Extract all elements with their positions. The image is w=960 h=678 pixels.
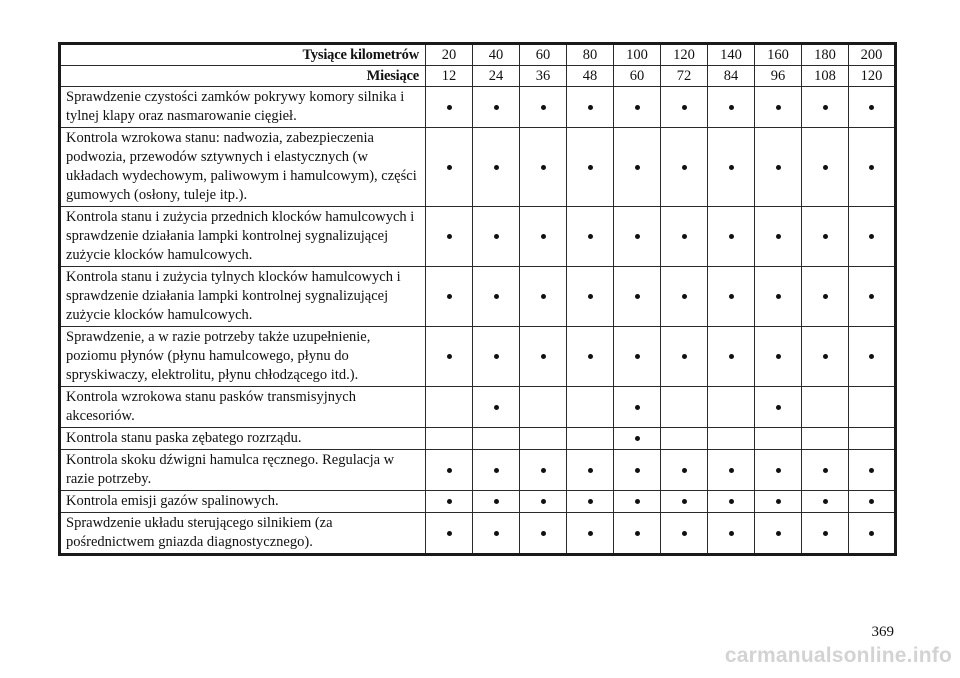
check-dot-icon — [869, 165, 874, 170]
maintenance-task-text: Kontrola stanu paska zębatego rozrządu. — [60, 428, 426, 450]
interval-cell — [802, 327, 849, 387]
page-number: 369 — [871, 624, 894, 640]
interval-cell — [473, 207, 520, 267]
check-dot-icon — [682, 499, 687, 504]
interval-cell — [567, 128, 614, 207]
interval-cell — [849, 450, 896, 491]
interval-cell — [802, 428, 849, 450]
interval-cell — [661, 207, 708, 267]
maintenance-row — [60, 267, 896, 327]
check-dot-icon — [823, 499, 828, 504]
month-value: 72 — [661, 66, 708, 87]
interval-cell — [520, 87, 567, 128]
interval-cell — [473, 491, 520, 513]
check-dot-icon — [541, 499, 546, 504]
check-dot-icon — [447, 105, 452, 110]
check-dot-icon — [635, 234, 640, 239]
check-dot-icon — [776, 234, 781, 239]
month-value: 36 — [520, 66, 567, 87]
interval-cell — [426, 428, 473, 450]
interval-cell — [473, 513, 520, 555]
interval-cell — [755, 128, 802, 207]
maintenance-task-text: Kontrola stanu i zużycia tylnych klocków hamulcowych i sprawdzenie działania lampki kontrolnej sygnalizującej zużycie klocków hamulcowych. — [60, 267, 426, 327]
check-dot-icon — [869, 354, 874, 359]
interval-cell — [520, 267, 567, 327]
interval-cell — [567, 491, 614, 513]
interval-cell — [520, 327, 567, 387]
interval-cell — [614, 327, 661, 387]
maintenance-task-text: Kontrola wzrokowa stanu pasków transmisyjnych akcesoriów. — [60, 387, 426, 428]
maintenance-row — [60, 327, 896, 387]
interval-cell — [661, 267, 708, 327]
interval-cell — [426, 267, 473, 327]
interval-cell — [755, 207, 802, 267]
check-dot-icon — [494, 294, 499, 299]
interval-cell — [661, 128, 708, 207]
interval-cell — [802, 491, 849, 513]
check-dot-icon — [729, 531, 734, 536]
km-value: 40 — [473, 44, 520, 66]
km-value: 60 — [520, 44, 567, 66]
interval-cell — [708, 207, 755, 267]
check-dot-icon — [776, 531, 781, 536]
check-dot-icon — [447, 165, 452, 170]
km-header-label: Tysiące kilometrów — [60, 44, 426, 66]
check-dot-icon — [635, 294, 640, 299]
check-dot-icon — [682, 234, 687, 239]
interval-cell — [567, 327, 614, 387]
interval-cell — [755, 327, 802, 387]
month-value: 108 — [802, 66, 849, 87]
check-dot-icon — [776, 354, 781, 359]
check-dot-icon — [869, 499, 874, 504]
interval-cell — [755, 450, 802, 491]
interval-cell — [426, 128, 473, 207]
check-dot-icon — [823, 165, 828, 170]
maintenance-row — [60, 513, 896, 555]
km-value: 120 — [661, 44, 708, 66]
maintenance-task-text: Sprawdzenie, a w razie potrzeby także uzupełnienie, poziomu płynów (płynu hamulcowego, płynu do spryskiwaczy, elektrolitu, płynu chłodzącego itd.). — [60, 327, 426, 387]
interval-cell — [614, 128, 661, 207]
check-dot-icon — [823, 468, 828, 473]
maintenance-task-text: Sprawdzenie czystości zamków pokrywy komory silnika i tylnej klapy oraz nasmarowanie cięgieł. — [60, 87, 426, 128]
interval-cell — [708, 428, 755, 450]
check-dot-icon — [869, 105, 874, 110]
interval-cell — [661, 450, 708, 491]
interval-cell — [567, 428, 614, 450]
maintenance-task-text: Kontrola emisji gazów spalinowych. — [60, 491, 426, 513]
interval-cell — [755, 491, 802, 513]
interval-cell — [849, 428, 896, 450]
maintenance-schedule-table — [58, 42, 897, 556]
check-dot-icon — [541, 294, 546, 299]
check-dot-icon — [869, 531, 874, 536]
interval-cell — [567, 87, 614, 128]
check-dot-icon — [588, 468, 593, 473]
km-value: 100 — [614, 44, 661, 66]
month-value: 12 — [426, 66, 473, 87]
interval-cell — [567, 387, 614, 428]
interval-cell — [473, 87, 520, 128]
interval-cell — [614, 387, 661, 428]
maintenance-row — [60, 207, 896, 267]
check-dot-icon — [682, 165, 687, 170]
interval-cell — [614, 513, 661, 555]
interval-cell — [849, 267, 896, 327]
check-dot-icon — [823, 105, 828, 110]
site-watermark: carmanualsonline.info — [724, 644, 952, 667]
interval-cell — [849, 387, 896, 428]
check-dot-icon — [823, 294, 828, 299]
header-row-months — [60, 66, 896, 87]
interval-cell — [755, 87, 802, 128]
check-dot-icon — [447, 354, 452, 359]
check-dot-icon — [635, 105, 640, 110]
interval-cell — [849, 207, 896, 267]
check-dot-icon — [635, 468, 640, 473]
interval-cell — [661, 491, 708, 513]
check-dot-icon — [541, 354, 546, 359]
interval-cell — [802, 267, 849, 327]
check-dot-icon — [635, 405, 640, 410]
check-dot-icon — [494, 499, 499, 504]
check-dot-icon — [682, 105, 687, 110]
check-dot-icon — [494, 165, 499, 170]
month-value: 96 — [755, 66, 802, 87]
km-value: 140 — [708, 44, 755, 66]
check-dot-icon — [494, 234, 499, 239]
interval-cell — [614, 491, 661, 513]
check-dot-icon — [682, 294, 687, 299]
interval-cell — [426, 387, 473, 428]
km-value: 160 — [755, 44, 802, 66]
interval-cell — [849, 87, 896, 128]
month-value: 120 — [849, 66, 896, 87]
check-dot-icon — [541, 234, 546, 239]
interval-cell — [755, 513, 802, 555]
maintenance-row — [60, 491, 896, 513]
interval-cell — [708, 491, 755, 513]
interval-cell — [755, 267, 802, 327]
month-value: 24 — [473, 66, 520, 87]
interval-cell — [473, 387, 520, 428]
check-dot-icon — [588, 165, 593, 170]
check-dot-icon — [494, 468, 499, 473]
interval-cell — [661, 327, 708, 387]
header-row-km — [60, 44, 896, 66]
maintenance-row — [60, 387, 896, 428]
check-dot-icon — [447, 234, 452, 239]
interval-cell — [708, 87, 755, 128]
interval-cell — [802, 128, 849, 207]
interval-cell — [473, 128, 520, 207]
check-dot-icon — [869, 294, 874, 299]
check-dot-icon — [823, 354, 828, 359]
check-dot-icon — [447, 468, 452, 473]
check-dot-icon — [635, 165, 640, 170]
interval-cell — [802, 207, 849, 267]
month-header-label: Miesiące — [60, 66, 426, 87]
interval-cell — [567, 513, 614, 555]
maintenance-task-text: Kontrola skoku dźwigni hamulca ręcznego. Regulacja w razie potrzeby. — [60, 450, 426, 491]
check-dot-icon — [494, 405, 499, 410]
interval-cell — [426, 513, 473, 555]
interval-cell — [473, 267, 520, 327]
check-dot-icon — [494, 105, 499, 110]
interval-cell — [614, 267, 661, 327]
check-dot-icon — [776, 405, 781, 410]
interval-cell — [426, 491, 473, 513]
maintenance-task-text: Kontrola stanu i zużycia przednich klocków hamulcowych i sprawdzenie działania lampki kontrolnej sygnalizującej zużycie klocków hamulcowych. — [60, 207, 426, 267]
check-dot-icon — [776, 105, 781, 110]
maintenance-row — [60, 428, 896, 450]
check-dot-icon — [588, 234, 593, 239]
interval-cell — [520, 387, 567, 428]
km-value: 180 — [802, 44, 849, 66]
check-dot-icon — [776, 165, 781, 170]
interval-cell — [614, 428, 661, 450]
interval-cell — [426, 450, 473, 491]
interval-cell — [426, 207, 473, 267]
interval-cell — [567, 267, 614, 327]
interval-cell — [755, 387, 802, 428]
check-dot-icon — [729, 294, 734, 299]
interval-cell — [708, 128, 755, 207]
maintenance-row — [60, 450, 896, 491]
interval-cell — [426, 327, 473, 387]
interval-cell — [567, 207, 614, 267]
interval-cell — [708, 450, 755, 491]
interval-cell — [708, 267, 755, 327]
interval-cell — [426, 87, 473, 128]
check-dot-icon — [635, 436, 640, 441]
check-dot-icon — [447, 294, 452, 299]
interval-cell — [520, 450, 567, 491]
check-dot-icon — [776, 499, 781, 504]
check-dot-icon — [729, 499, 734, 504]
maintenance-row — [60, 128, 896, 207]
check-dot-icon — [635, 531, 640, 536]
check-dot-icon — [635, 354, 640, 359]
check-dot-icon — [541, 468, 546, 473]
interval-cell — [520, 428, 567, 450]
month-value: 84 — [708, 66, 755, 87]
interval-cell — [520, 207, 567, 267]
check-dot-icon — [823, 234, 828, 239]
interval-cell — [567, 450, 614, 491]
check-dot-icon — [682, 531, 687, 536]
interval-cell — [802, 513, 849, 555]
interval-cell — [520, 491, 567, 513]
interval-cell — [802, 87, 849, 128]
check-dot-icon — [729, 105, 734, 110]
check-dot-icon — [869, 234, 874, 239]
check-dot-icon — [729, 234, 734, 239]
interval-cell — [614, 450, 661, 491]
check-dot-icon — [776, 294, 781, 299]
interval-cell — [661, 513, 708, 555]
check-dot-icon — [494, 531, 499, 536]
check-dot-icon — [541, 165, 546, 170]
interval-cell — [661, 387, 708, 428]
interval-cell — [661, 428, 708, 450]
check-dot-icon — [588, 499, 593, 504]
interval-cell — [708, 327, 755, 387]
check-dot-icon — [635, 499, 640, 504]
check-dot-icon — [588, 105, 593, 110]
interval-cell — [473, 450, 520, 491]
month-value: 48 — [567, 66, 614, 87]
interval-cell — [849, 128, 896, 207]
interval-cell — [520, 128, 567, 207]
check-dot-icon — [541, 105, 546, 110]
check-dot-icon — [729, 165, 734, 170]
check-dot-icon — [588, 294, 593, 299]
maintenance-task-text: Sprawdzenie układu sterującego silnikiem (za pośrednictwem gniazda diagnostycznego). — [60, 513, 426, 555]
interval-cell — [849, 491, 896, 513]
maintenance-row — [60, 87, 896, 128]
maintenance-task-text: Kontrola wzrokowa stanu: nadwozia, zabezpieczenia podwozia, przewodów sztywnych i elastycznych (w układach wydechowym, paliwowym i hamulcowym), części gumowych (osłony, tuleje itp.). — [60, 128, 426, 207]
interval-cell — [755, 428, 802, 450]
interval-cell — [849, 513, 896, 555]
interval-cell — [473, 327, 520, 387]
check-dot-icon — [494, 354, 499, 359]
km-value: 80 — [567, 44, 614, 66]
interval-cell — [614, 87, 661, 128]
check-dot-icon — [682, 354, 687, 359]
interval-cell — [802, 387, 849, 428]
interval-cell — [473, 428, 520, 450]
check-dot-icon — [588, 354, 593, 359]
interval-cell — [849, 327, 896, 387]
interval-cell — [708, 513, 755, 555]
check-dot-icon — [588, 531, 593, 536]
interval-cell — [614, 207, 661, 267]
interval-cell — [520, 513, 567, 555]
check-dot-icon — [541, 531, 546, 536]
check-dot-icon — [869, 468, 874, 473]
check-dot-icon — [776, 468, 781, 473]
schedule-body — [60, 44, 896, 555]
check-dot-icon — [682, 468, 687, 473]
interval-cell — [708, 387, 755, 428]
km-value: 20 — [426, 44, 473, 66]
interval-cell — [802, 450, 849, 491]
check-dot-icon — [729, 354, 734, 359]
check-dot-icon — [447, 531, 452, 536]
check-dot-icon — [447, 499, 452, 504]
check-dot-icon — [729, 468, 734, 473]
interval-cell — [661, 87, 708, 128]
km-value: 200 — [849, 44, 896, 66]
check-dot-icon — [823, 531, 828, 536]
month-value: 60 — [614, 66, 661, 87]
